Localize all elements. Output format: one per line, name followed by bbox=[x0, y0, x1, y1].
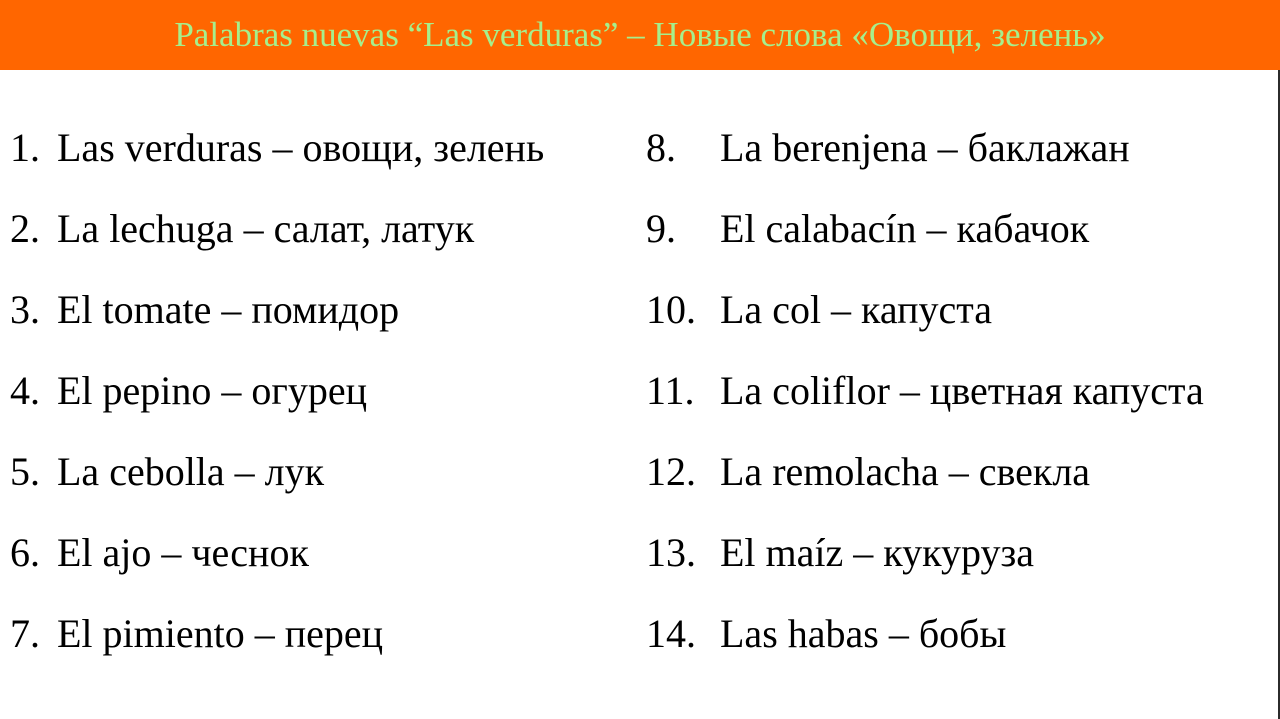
list-item bbox=[10, 188, 544, 269]
item-text: La col – капуста bbox=[720, 286, 992, 332]
list-item bbox=[10, 107, 544, 188]
list-item bbox=[10, 512, 544, 593]
list-item bbox=[646, 350, 1204, 431]
item-number: 7. bbox=[10, 610, 40, 656]
item-number: 5. bbox=[10, 448, 40, 494]
item-number: 9. bbox=[646, 205, 676, 251]
item-text: La lechuga – салат, латук bbox=[57, 205, 475, 251]
item-text: Las habas – бобы bbox=[720, 610, 1007, 656]
list-item bbox=[646, 593, 1204, 674]
item-number: 14. bbox=[646, 610, 696, 656]
item-text: El pimiento – перец bbox=[57, 610, 384, 656]
list-item bbox=[646, 431, 1204, 512]
item-number: 1. bbox=[10, 124, 40, 170]
item-number: 13. bbox=[646, 529, 696, 575]
list-item bbox=[646, 269, 1204, 350]
item-number: 2. bbox=[10, 205, 40, 251]
list-item bbox=[10, 350, 544, 431]
list-item bbox=[646, 512, 1204, 593]
list-item bbox=[10, 593, 544, 674]
item-number: 6. bbox=[10, 529, 40, 575]
item-text: El tomate – помидор bbox=[57, 286, 400, 332]
item-number: 12. bbox=[646, 448, 696, 494]
item-text: La berenjena – баклажан bbox=[720, 124, 1130, 170]
vocab-list-right bbox=[646, 107, 1204, 674]
slide-title: Palabras nuevas “Las verduras” – Новые слова «Овощи, зелень» bbox=[174, 15, 1106, 54]
item-text: El pepino – огурец bbox=[57, 367, 367, 413]
item-text: La remolacha – свекла bbox=[720, 448, 1091, 494]
item-number: 10. bbox=[646, 286, 696, 332]
item-text: El ajo – чеснок bbox=[57, 529, 309, 575]
item-text: La coliflor – цветная капуста bbox=[720, 367, 1204, 413]
item-number: 8. bbox=[646, 124, 676, 170]
item-number: 4. bbox=[10, 367, 40, 413]
list-item bbox=[646, 107, 1204, 188]
item-number: 11. bbox=[646, 367, 695, 413]
vocab-list-left bbox=[10, 107, 544, 674]
item-text: El maíz – кукуруза bbox=[720, 529, 1035, 575]
item-number: 3. bbox=[10, 286, 40, 332]
list-item bbox=[10, 431, 544, 512]
item-text: La cebolla – лук bbox=[57, 448, 325, 494]
item-text: El calabacín – кабачок bbox=[720, 205, 1090, 251]
title-bar bbox=[0, 0, 1280, 70]
list-item bbox=[646, 188, 1204, 269]
list-item bbox=[10, 269, 544, 350]
item-text: Las verduras – овощи, зелень bbox=[57, 124, 545, 170]
